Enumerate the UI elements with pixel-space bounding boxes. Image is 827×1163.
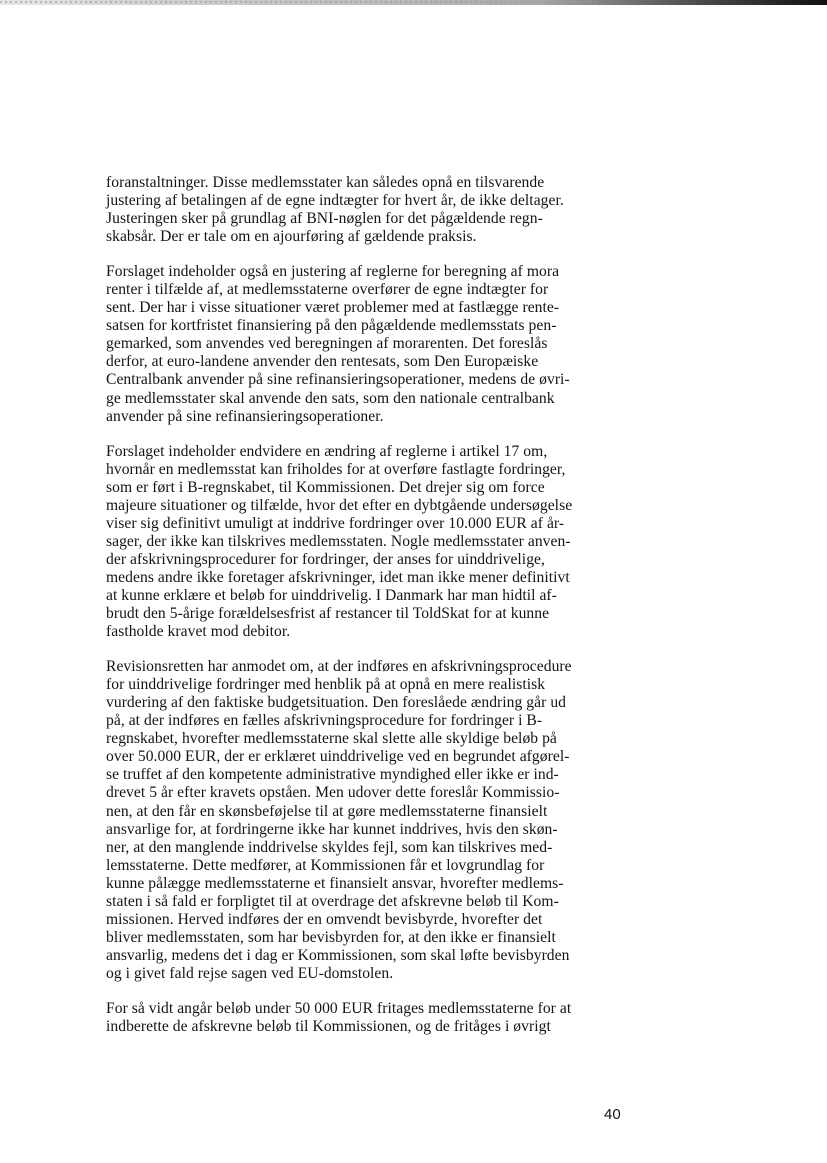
- text-line: Forslaget indeholder også en justering af reglerne for beregning af mora: [106, 263, 560, 281]
- text-line: kunne pålægge medlemsstaterne et finansielt ansvar, hvorefter medlems-: [106, 874, 564, 892]
- text-line: for uinddrivelige fordringer med henblik på at opnå en mere realistisk: [106, 676, 546, 694]
- text-line: Centralbank anvender på sine refinansieringsoperationer, medens de øvri-: [106, 371, 570, 389]
- text-line: ansvarlige for, at fordringerne ikke har kunnet inddrives, hvis den skøn-: [106, 820, 558, 838]
- text-line: derfor, at euro-landene anvender den rentesats, som Den Europæiske: [106, 353, 539, 371]
- text-line: lemsstaterne. Dette medfører, at Kommissionen får et lovgrundlag for: [106, 856, 545, 874]
- page-body: [106, 174, 626, 1036]
- text-line: brudt den 5-årige forældelsesfrist af restancer til ToldSkat for at kunne: [106, 605, 550, 623]
- text-line: over 50.000 EUR, der er erklæret uinddrivelige ved en begrundet afgørel-: [106, 748, 570, 766]
- text-line: der afskrivningsprocedurer for fordringer, der anses for uinddrivelige,: [106, 550, 545, 568]
- text-line: se truffet af den kompetente administrative myndighed eller ikke er ind-: [106, 766, 559, 784]
- paragraph-gap: [106, 641, 626, 658]
- text-line: som er ført i B-regnskabet, til Kommissionen. Det drejer sig om force: [106, 478, 545, 496]
- text-line: ansvarlig, medens det i dag er Kommissionen, som skal løfte bevisbyrden: [106, 946, 570, 964]
- paragraph-gap: [106, 983, 626, 1000]
- text-line: bliver medlemsstaten, som har bevisbyrden for, at den ikke er finansielt: [106, 928, 556, 946]
- text-line: drevet 5 år efter kravets opståen. Men udover dette foreslår Kommissio-: [106, 784, 560, 802]
- paragraph-4: [106, 658, 626, 983]
- text-line: satsen for kortfristet finansiering på den pågældende medlemsstats pen-: [106, 317, 557, 335]
- text-line: skabsår. Der er tale om en ajourføring af gældende praksis.: [106, 228, 477, 246]
- scan-top-edge-dots: [0, 1, 600, 3]
- paragraph-5: [106, 1000, 626, 1036]
- text-line: majeure situationer og tilfælde, hvor det efter en dybtgående undersøgelse: [106, 496, 573, 514]
- text-line: regnskabet, hvorefter medlemsstaterne skal slette alle skyldige beløb på: [106, 730, 557, 748]
- text-line: indberette de afskrevne beløb til Kommissionen, og de fritåges i øvrigt: [106, 1018, 551, 1036]
- text-line: sager, der ikke kan tilskrives medlemsstaten. Nogle medlemsstater anven-: [106, 532, 571, 550]
- text-line: på, at der indføres en fælles afskrivningsprocedure for fordringer i B-: [106, 712, 543, 730]
- paragraph-1: [106, 174, 626, 246]
- text-line: foranstaltninger. Disse medlemsstater kan således opnå en tilsvarende: [106, 174, 545, 191]
- text-line: ner, at den manglende inddrivelse skyldes fejl, som kan tilskrives med-: [106, 838, 553, 856]
- paragraph-2: [106, 263, 626, 425]
- text-line: at kunne erklære et beløb for uinddrivelig. I Danmark har man hidtil af-: [106, 586, 557, 604]
- text-line: Justeringen sker på grundlag af BNI-nøglen for det pågældende regn-: [106, 210, 543, 228]
- text-line: Forslaget indeholder endvidere en ændring af reglerne i artikel 17 om,: [106, 442, 548, 460]
- text-line: justering af betalingen af de egne indtægter for hvert år, de ikke deltager.: [106, 192, 564, 210]
- text-line: medens andre ikke foretager afskrivninger, idet man ikke mener definitivt: [106, 568, 570, 586]
- text-line: missionen. Herved indføres der en omvendt bevisbyrde, hvorefter det: [106, 910, 543, 928]
- text-line: fastholde kravet mod debitor.: [106, 623, 291, 641]
- text-line: ge medlemsstater skal anvende den sats, som den nationale centralbank: [106, 389, 555, 407]
- text-line: gemarked, som anvendes ved beregningen af morarenten. Det foreslås: [106, 335, 548, 353]
- text-line: For så vidt angår beløb under 50 000 EUR fritages medlemsstaterne for at: [106, 999, 572, 1017]
- text-line: viser sig definitivt umuligt at inddrive fordringer over 10.000 EUR af år-: [106, 514, 565, 532]
- paragraph-gap: [106, 246, 626, 263]
- page-number: 40: [604, 1106, 621, 1123]
- text-line: vurdering af den faktiske budgetsituation. Den foreslåede ændring går ud: [106, 694, 567, 712]
- text-line: hvornår en medlemsstat kan friholdes for at overføre fastlagte fordringer,: [106, 460, 566, 478]
- text-line: nen, at den får en skønsbeføjelse til at gøre medlemsstaterne finansielt: [106, 802, 548, 820]
- text-line: staten i så fald er forpligtet til at overdrage det afskrevne beløb til Kom-: [106, 892, 559, 910]
- text-line: og i givet fald rejse sagen ved EU-domstolen.: [106, 964, 394, 982]
- text-line: renter i tilfælde af, at medlemsstaterne overfører de egne indtægter for: [106, 281, 549, 299]
- paragraph-3: [106, 443, 626, 642]
- text-line: Revisionsretten har anmodet om, at der indføres en afskrivningsprocedure: [106, 658, 572, 676]
- text-line: anvender på sine refinansieringsoperationer.: [106, 407, 384, 425]
- paragraph-gap: [106, 426, 626, 443]
- text-line: sent. Der har i visse situationer været problemer med at fastlægge rente-: [106, 299, 560, 317]
